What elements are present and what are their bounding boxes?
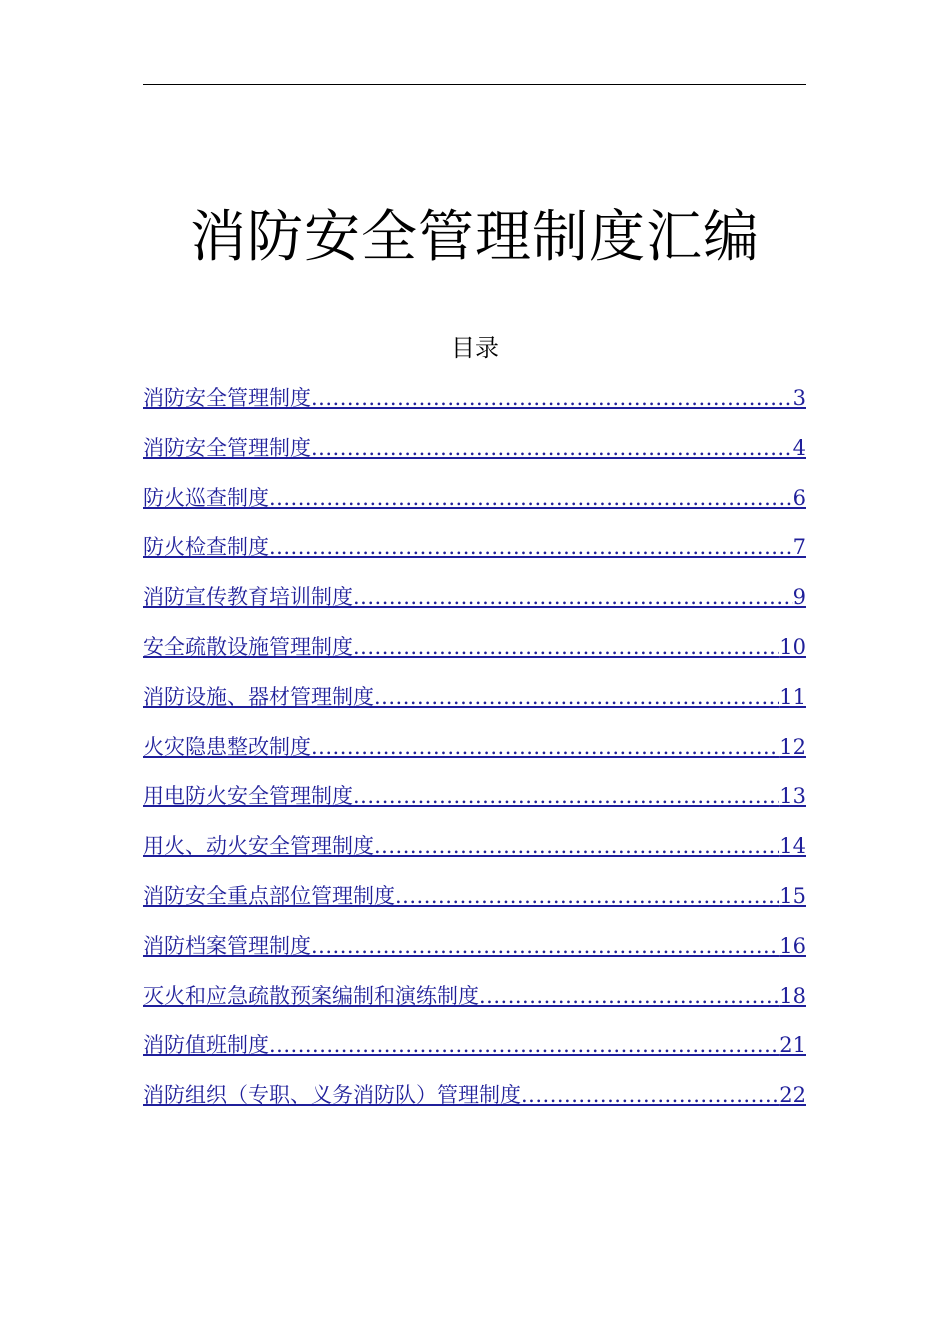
toc-entry-label: 用电防火安全管理制度 <box>143 784 353 809</box>
toc-dot-leader <box>269 1028 779 1062</box>
toc-entry-page: 18 <box>779 983 806 1008</box>
toc-entry-page: 6 <box>792 485 806 510</box>
toc-entry[interactable] <box>143 680 806 730</box>
toc-dot-leader <box>311 929 779 963</box>
toc-entry-label: 防火检查制度 <box>143 535 269 560</box>
toc-entry-label: 防火巡查制度 <box>143 485 269 510</box>
toc-dot-leader <box>311 730 779 764</box>
toc-entry[interactable] <box>143 381 806 431</box>
toc-dot-leader <box>311 381 793 415</box>
toc-entry[interactable] <box>143 530 806 580</box>
toc-entry-label: 消防组织（专职、义务消防队）管理制度 <box>143 1083 521 1108</box>
toc-dot-leader <box>311 431 793 465</box>
toc-dot-leader <box>374 829 779 863</box>
toc-heading: 目录 <box>451 334 499 362</box>
toc-entry[interactable] <box>143 1078 806 1128</box>
toc-entry-label: 消防安全重点部位管理制度 <box>143 883 395 908</box>
toc-entry-page: 22 <box>779 1083 806 1108</box>
toc-entry-label: 消防安全管理制度 <box>143 386 311 410</box>
toc-dot-leader <box>353 580 793 614</box>
toc-entry-label: 消防宣传教育培训制度 <box>143 585 353 610</box>
toc-entry[interactable] <box>143 1028 806 1078</box>
toc-entry-page: 9 <box>792 585 806 610</box>
document-title: 消防安全管理制度汇编 <box>190 205 760 270</box>
toc-entry-label: 消防档案管理制度 <box>143 933 311 958</box>
toc-entry-page: 12 <box>779 734 806 759</box>
toc-dot-leader <box>269 481 793 515</box>
toc-entry-page: 4 <box>792 435 806 460</box>
toc-entry-page: 15 <box>779 883 806 908</box>
toc-entry-label: 火灾隐患整改制度 <box>143 734 311 759</box>
toc-dot-leader <box>395 879 779 913</box>
toc-entry-label: 灭火和应急疏散预案编制和演练制度 <box>143 983 479 1008</box>
toc-entry-page: 21 <box>779 1033 806 1058</box>
toc-entry-page: 3 <box>792 386 806 410</box>
toc-entry-label: 安全疏散设施管理制度 <box>143 634 353 659</box>
toc-entry[interactable] <box>143 829 806 879</box>
toc-dot-leader <box>479 979 779 1013</box>
toc-entry-label: 用火、动火安全管理制度 <box>143 834 374 859</box>
toc-dot-leader <box>269 530 793 564</box>
toc-entry[interactable] <box>143 481 806 531</box>
toc-entry[interactable] <box>143 580 806 630</box>
toc-entry[interactable] <box>143 431 806 481</box>
table-of-contents <box>143 381 806 1128</box>
toc-entry[interactable] <box>143 730 806 780</box>
toc-entry-page: 14 <box>779 834 806 859</box>
toc-entry-page: 16 <box>779 933 806 958</box>
toc-entry-label: 消防设施、器材管理制度 <box>143 684 374 709</box>
toc-dot-leader <box>521 1078 779 1112</box>
toc-entry-page: 11 <box>779 684 806 709</box>
toc-entry[interactable] <box>143 979 806 1029</box>
toc-entry[interactable] <box>143 879 806 929</box>
toc-entry[interactable] <box>143 929 806 979</box>
toc-entry[interactable] <box>143 630 806 680</box>
toc-entry-page: 13 <box>779 784 806 809</box>
toc-entry[interactable] <box>143 779 806 829</box>
toc-entry-page: 7 <box>792 535 806 560</box>
toc-entry-label: 消防安全管理制度 <box>143 435 311 460</box>
toc-entry-label: 消防值班制度 <box>143 1033 269 1058</box>
toc-dot-leader <box>353 779 779 813</box>
header-rule <box>143 84 806 85</box>
toc-entry-page: 10 <box>779 634 806 659</box>
toc-dot-leader <box>374 680 779 714</box>
toc-dot-leader <box>353 630 779 664</box>
